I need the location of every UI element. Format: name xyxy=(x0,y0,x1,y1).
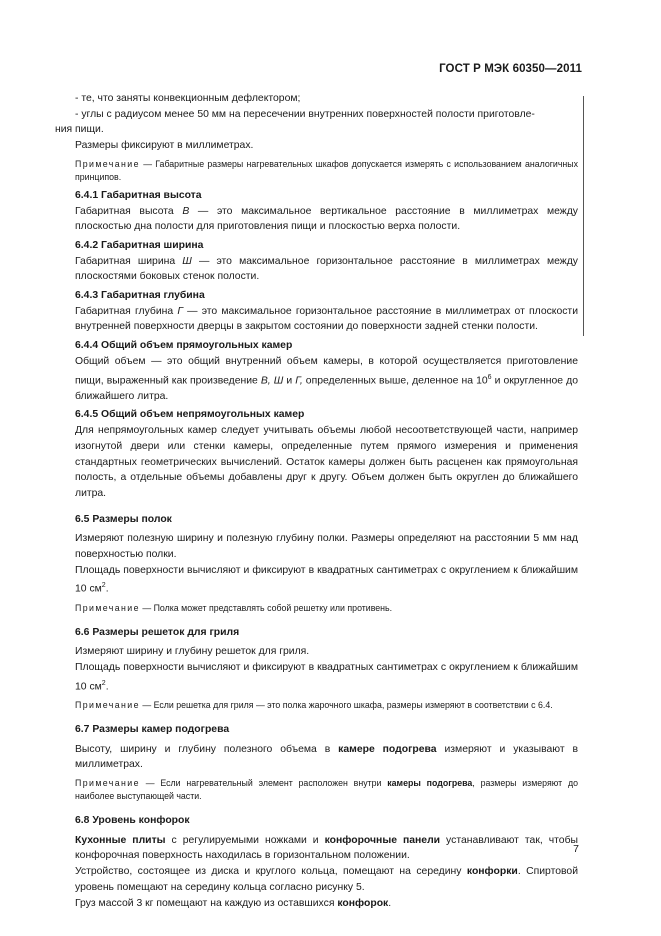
paragraph: Размеры фиксируют в миллиметрах. xyxy=(75,140,254,152)
section-heading: 6.4.2 Габаритная ширина xyxy=(75,239,204,251)
paragraph: Площадь поверхности вычисляют и фиксируют в квадратных сантиметрах с округлением к ближайшим 10 $см^2$. xyxy=(75,662,578,693)
paragraph: Кухонные плиты с регулируемыми ножками и конфорочные панели устанавливают так, чтобы конфорочная поверхность находилась в горизонтальном положении. xyxy=(75,834,578,862)
note: Примечание — Габаритные размеры нагревательных шкафов допускается измерять с использованием аналогичных принципов. xyxy=(75,158,578,182)
paragraph: Общий объем — это общий внутренний объем камеры, в которой осуществляется приготовление пищи, выраженный как произведение В, Ш и Г, определенных выше, деленное на $10^6$ и округленное до ближайшего литра. xyxy=(75,355,578,402)
paragraph: Площадь поверхности вычисляют и фиксируют в квадратных сантиметрах с округлением к ближайшим 10 $см^2$. xyxy=(75,564,578,595)
paragraph: Габаритная ширина Ш — это максимальное горизонтальное расстояние в миллиметрах между плоскостями боковых стенок полости. xyxy=(75,255,579,283)
list-item: - углы с радиусом менее 50 мм на пересечении внутренних поверхностей полости приготовле- ния пищи. xyxy=(55,108,535,136)
page-header: ГОСТ Р МЭК 60350—2011 xyxy=(439,63,582,75)
section-heading: 6.7 Размеры камер подогрева xyxy=(75,723,230,735)
page-body xyxy=(55,91,579,911)
section-heading: 6.5 Размеры полок xyxy=(75,513,172,525)
paragraph: Измеряют полезную ширину и полезную глубину полки. Размеры определяют на расстоянии 5 мм над поверхностью полки. xyxy=(75,533,578,561)
paragraph: Габаритная глубина Г — это максимальное горизонтальное расстояние в миллиметрах от плоскости внутренней поверхности дверцы в закрытом состоянии до поверхности задней стенки полости. xyxy=(75,305,578,333)
section-heading: 6.8 Уровень конфорок xyxy=(75,815,190,827)
list-item: - те, что заняты конвекционным дефлектором; xyxy=(75,93,301,104)
paragraph: Для непрямоугольных камер следует учитывать объемы любой несоответствующей части, например изогнутой двери или стенки камеры, определенные путем прямого измерения и применения стандартных геометрических вычислений. Остаток камеры должен быть расценен как прямоугольная полость, а отдельные объемы добавлены друг к другу. Объем должен быть округлен до ближайшего литра. xyxy=(75,425,578,499)
section-heading: 6.4.4 Общий объем прямоугольных камер xyxy=(75,340,293,352)
paragraph: Высоту, ширину и глубину полезного объема в камере подогрева измеряют и указывают в миллиметрах. xyxy=(75,743,579,771)
paragraph: Габаритная высота В — это максимальное вертикальное расстояние в миллиметрах между плоскостью дна полости для приготовления пищи и плоскостью верха полости. xyxy=(75,205,579,233)
section-heading: 6.6 Размеры решеток для гриля xyxy=(75,626,240,638)
note: Примечание — Если решетка для гриля — это полка жарочного шкафа, размеры измеряют в соответствии с 6.4. xyxy=(75,699,553,710)
paragraph: Измеряют ширину и глубину решеток для гриля. xyxy=(75,646,310,658)
change-bar xyxy=(583,96,584,336)
page-number: 7 xyxy=(573,843,579,855)
section-heading: 6.4.1 Габаритная высота xyxy=(75,189,202,201)
note: Примечание — Если нагревательный элемент расположен внутри камеры подогрева, размеры измеряют до наиболее выступающей части. xyxy=(75,778,578,802)
paragraph: Груз массой 3 кг помещают на каждую из оставшихся конфорок. xyxy=(75,897,392,909)
paragraph: Устройство, состоящее из диска и круглого кольца, помещают на середину конфорки. Спиртовой уровень помещают на середину кольца согласно рисунку 5. xyxy=(75,866,579,893)
section-heading: 6.4.3 Габаритная глубина xyxy=(75,290,205,302)
note: Примечание — Полка может представлять собой решетку или противень. xyxy=(75,602,393,613)
section-heading: 6.4.5 Общий объем непрямоугольных камер xyxy=(75,409,305,421)
